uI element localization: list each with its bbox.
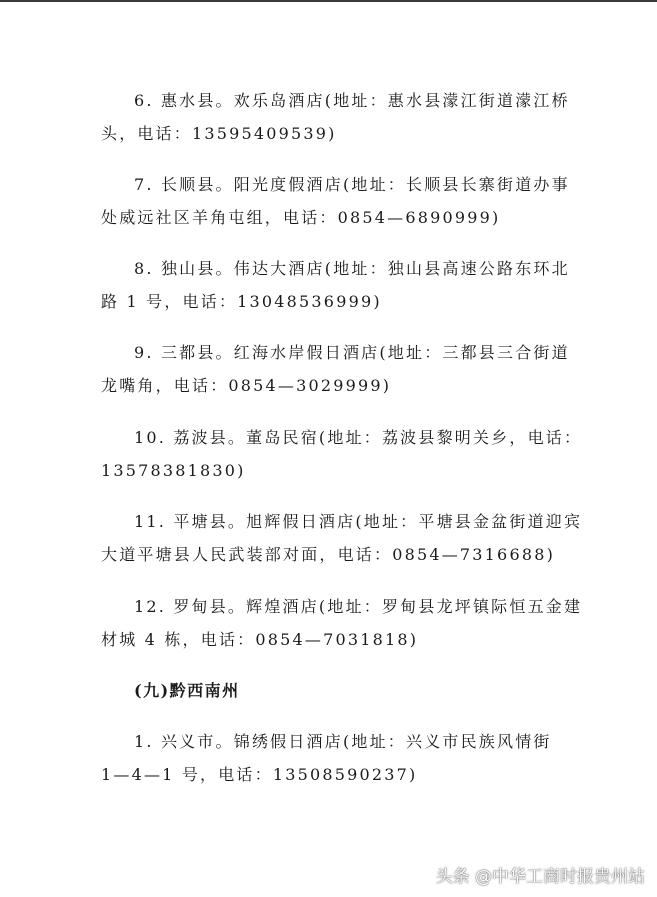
entry-8-line-2: 路 1 号，电话：13048536999) <box>101 292 382 311</box>
section-entry-1-line-1: 1. 兴义市。锦绣假日酒店(地址：兴义市民族风情街 <box>134 732 552 751</box>
source-watermark: 头条 @中华工商时报贵州站 <box>435 867 645 887</box>
section-heading: (九)黔西南州 <box>134 681 240 700</box>
entry-10-line-1: 10. 荔波县。董岛民宿(地址：荔波县黎明关乡，电话： <box>134 428 583 447</box>
entry-10-line-2: 13578381830) <box>101 461 246 480</box>
entry-12-line-1: 12. 罗甸县。辉煌酒店(地址：罗甸县龙坪镇际恒五金建 <box>134 597 583 616</box>
entry-9-line-2: 龙嘴角，电话：0854—3029999) <box>101 376 392 395</box>
section-entry-1-line-2: 1—4—1 号，电话：13508590237) <box>101 765 418 784</box>
entry-7-line-2: 处威远社区羊角屯组，电话：0854—6890999) <box>101 208 501 227</box>
entry-8-line-1: 8. 独山县。伟达大酒店(地址：独山县高速公路东环北 <box>134 259 570 278</box>
entry-7-line-1: 7. 长顺县。阳光度假酒店(地址：长顺县长寨街道办事 <box>134 175 570 194</box>
page-top-border <box>0 0 657 2</box>
entry-12-line-2: 材城 4 栋，电话：0854—7031818) <box>101 630 419 649</box>
entry-11-line-2: 大道平塘县人民武装部对面，电话：0854—7316688) <box>101 545 556 564</box>
entry-11-line-1: 11. 平塘县。旭辉假日酒店(地址：平塘县金盆街道迎宾 <box>134 512 583 531</box>
entry-9-line-1: 9. 三都县。红海水岸假日酒店(地址：三都县三合街道 <box>134 343 570 362</box>
entry-6-line-1: 6. 惠水县。欢乐岛酒店(地址：惠水县濛江街道濛江桥 <box>134 91 570 110</box>
entry-6-line-2: 头，电话：13595409539) <box>101 124 337 143</box>
